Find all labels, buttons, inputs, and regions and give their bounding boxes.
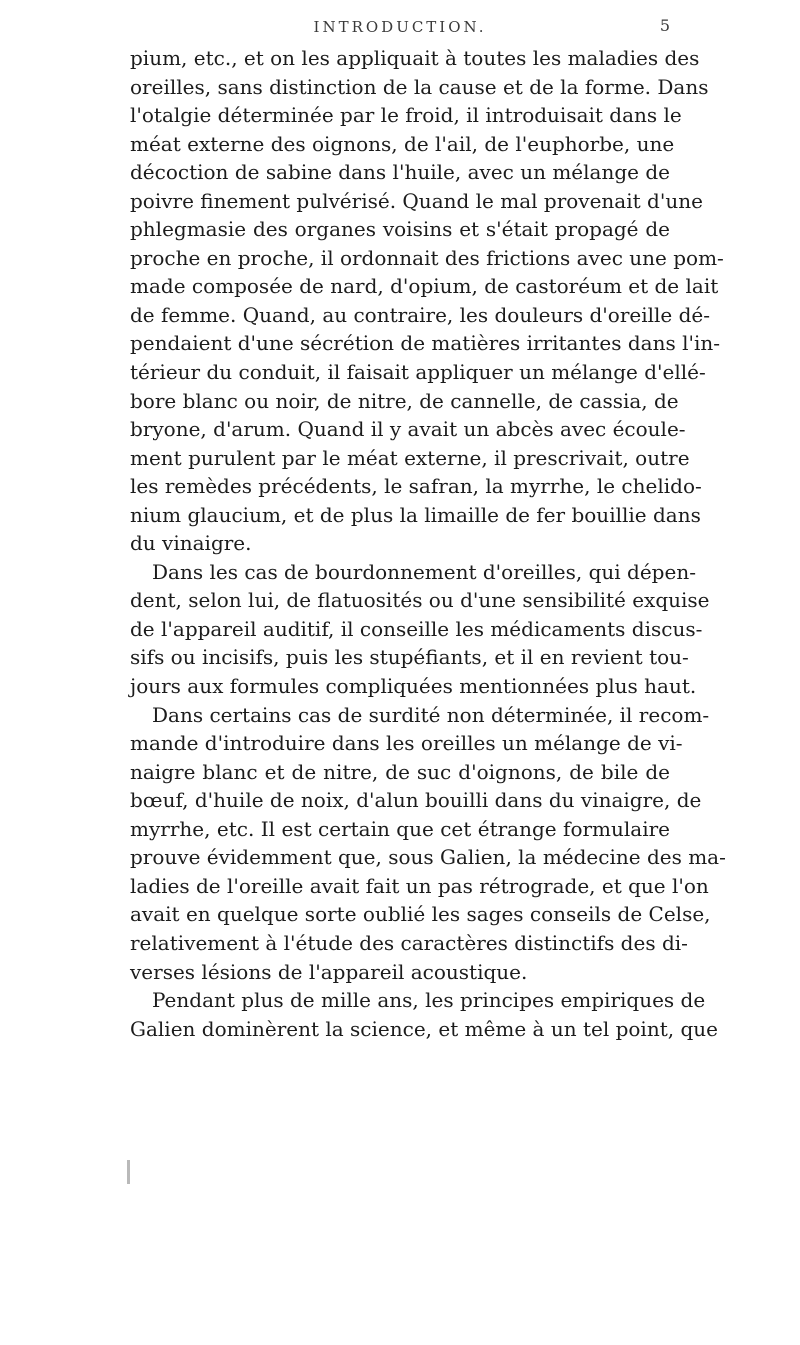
text-line: oreilles, sans distinction de la cause et de la forme. Dans	[130, 74, 709, 99]
text-line: phlegmasie des organes voisins et s'était propagé de	[130, 217, 670, 242]
text-line: jours aux formules compliquées mentionnées plus haut.	[130, 674, 697, 699]
text-line: pium, etc., et on les appliquait à toutes les maladies des	[130, 46, 700, 70]
text-line: made composée de nard, d'opium, de castoréum et de lait	[130, 274, 719, 299]
text-line: méat externe des oignons, de l'ail, de l'euphorbe, une	[130, 131, 675, 156]
text-line: avait en quelque sorte oublié les sages conseils de Celse,	[130, 902, 711, 927]
text-line: bryone, d'arum. Quand il y avait un abcès avec écoule-	[130, 417, 686, 442]
text-line: térieur du conduit, il faisait appliquer un mélange d'ellé-	[130, 360, 706, 385]
text-line: poivre finement pulvérisé. Quand le mal provenait d'une	[130, 188, 703, 213]
text-line: de femme. Quand, au contraire, les douleurs d'oreille dé-	[130, 302, 711, 327]
text-line: l'otalgie déterminée par le froid, il introduisait dans le	[130, 103, 682, 128]
text-line: verses lésions de l'appareil acoustique.	[130, 959, 528, 984]
print-smudge	[127, 1160, 130, 1184]
text-line: ladies de l'oreille avait fait un pas rétrograde, et que l'on	[130, 873, 709, 898]
text-line: Dans les cas de bourdonnement d'oreilles, qui dépen-	[152, 559, 696, 584]
text-line: de l'appareil auditif, il conseille les médicaments discus-	[130, 616, 703, 641]
text-line: les remèdes précédents, le safran, la myrrhe, le chelido-	[130, 474, 702, 499]
text-line: bœuf, d'huile de noix, d'alun bouilli dans du vinaigre, de	[130, 788, 702, 813]
text-line: décoction de sabine dans l'huile, avec un mélange de	[130, 160, 670, 185]
text-line: du vinaigre.	[130, 531, 252, 556]
running-head	[0, 16, 800, 38]
text-line: dent, selon lui, de flatuosités ou d'une sensibilité exquise	[130, 588, 710, 613]
text-line: Galien dominèrent la science, et même à un tel point, que	[130, 1016, 718, 1041]
body-text	[130, 44, 726, 1043]
page-number: 5	[659, 16, 670, 35]
text-line: pendaient d'une sécrétion de matières irritantes dans l'in-	[130, 331, 720, 356]
text-line: sifs ou incisifs, puis les stupéfiants, et il en revient tou-	[130, 645, 689, 670]
text-line: mande d'introduire dans les oreilles un mélange de vi-	[130, 731, 683, 756]
text-line: proche en proche, il ordonnait des frictions avec une pom-	[130, 245, 724, 270]
running-title: INTRODUCTION.	[313, 18, 487, 36]
text-line: Pendant plus de mille ans, les principes empiriques de	[152, 988, 706, 1013]
text-line: relativement à l'étude des caractères distinctifs des di-	[130, 930, 688, 955]
text-line: nium glaucium, et de plus la limaille de fer bouillie dans	[130, 502, 701, 527]
text-line: prouve évidemment que, sous Galien, la médecine des ma-	[130, 845, 726, 870]
text-line: naigre blanc et de nitre, de suc d'oignons, de bile de	[130, 759, 670, 784]
text-line: ment purulent par le méat externe, il prescrivait, outre	[130, 445, 690, 470]
text-line: myrrhe, etc. Il est certain que cet étrange formulaire	[130, 816, 670, 841]
text-line: Dans certains cas de surdité non déterminée, il recom-	[152, 702, 710, 727]
text-line: bore blanc ou noir, de nitre, de cannelle, de cassia, de	[130, 388, 679, 413]
